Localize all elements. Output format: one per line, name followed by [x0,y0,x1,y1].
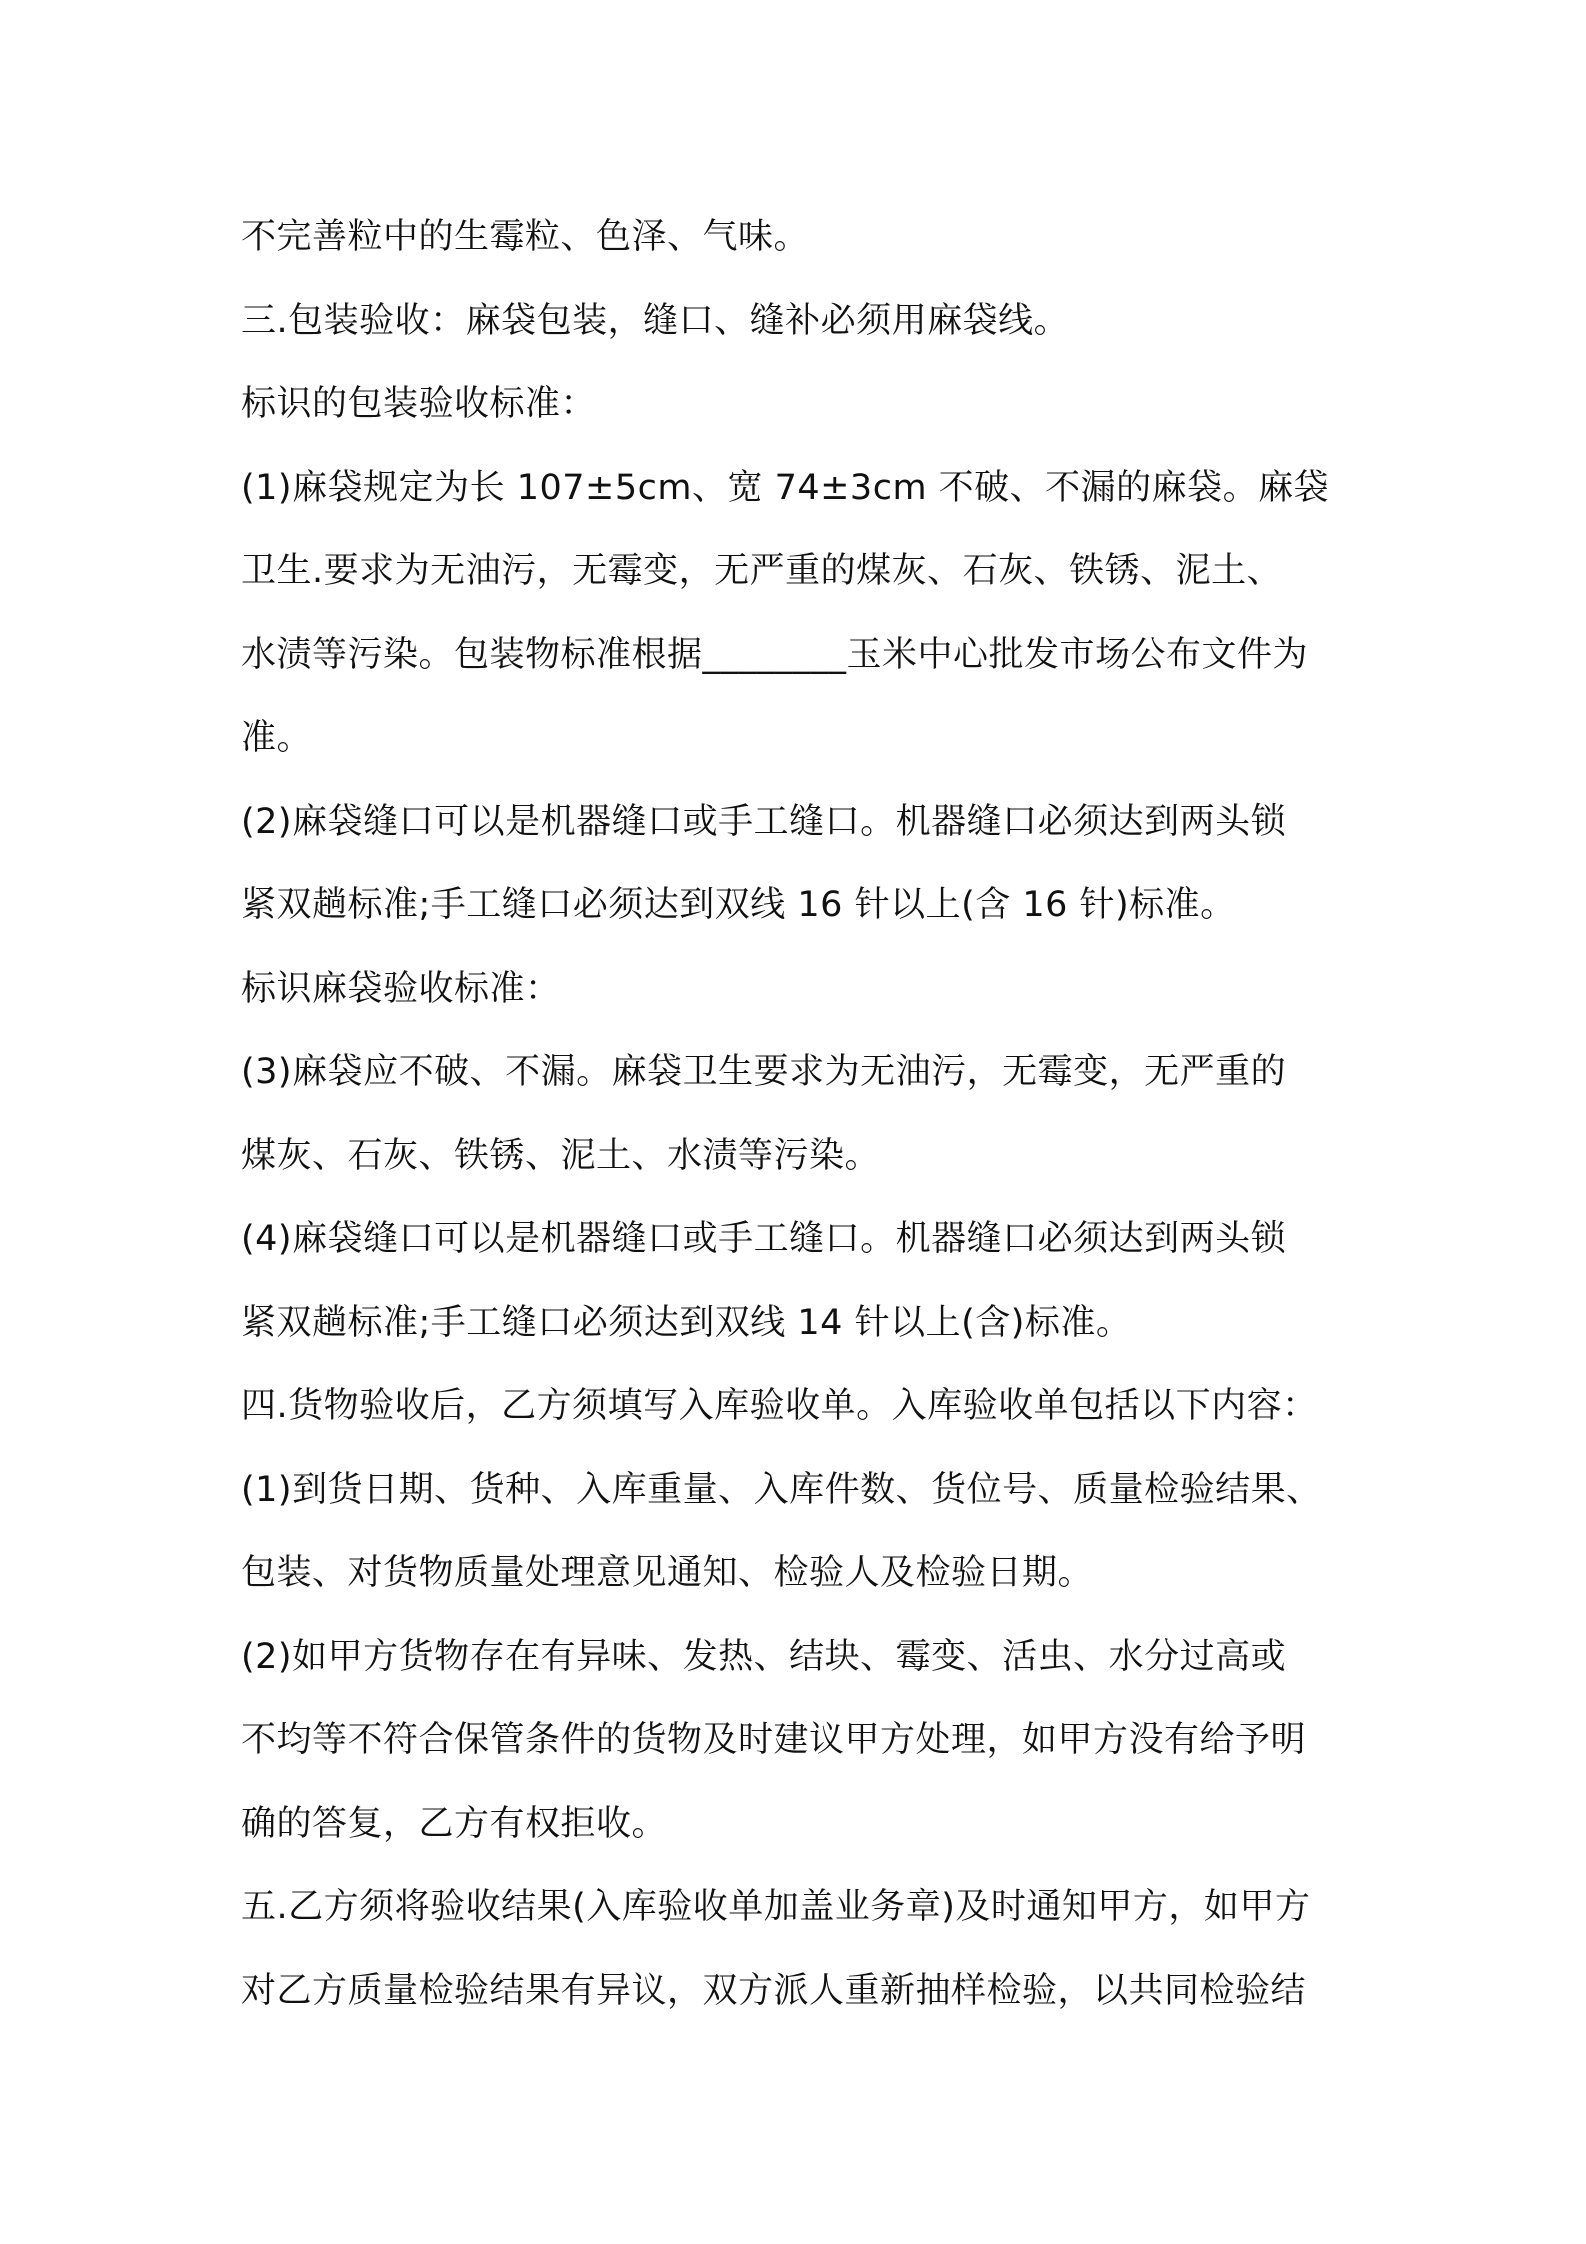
text-line: 准。 [241,718,313,758]
text-line: 紧双趟标准;手工缝口必须达到双线 16 针以上(含 16 针)标准。 [241,885,1236,925]
text-line: 不均等不符合保管条件的货物及时建议甲方处理，如甲方没有给予明 [241,1720,1307,1760]
text-line: 卫生.要求为无油污，无霉变，无严重的煤灰、石灰、铁锈、泥土、 [241,551,1283,591]
text-line: 包装、对货物质量处理意见通知、检验人及检验日期。 [241,1553,1094,1593]
text-line: 煤灰、石灰、铁锈、泥土、水渍等污染。 [241,1135,881,1176]
text-line: 标识的包装验收标准： [241,384,597,424]
text-line: 标识麻袋验收标准： [241,968,561,1009]
text-line: (1)麻袋规定为长 107±5cm、宽 74±3cm 不破、不漏的麻袋。麻袋 [241,467,1330,508]
text-line: 对乙方质量检验结果有异议，双方派人重新抽样检验，以共同检验结 [241,1970,1307,2011]
text-line: 紧双趟标准;手工缝口必须达到双线 14 针以上(含)标准。 [241,1302,1132,1343]
text-line: (2)麻袋缝口可以是机器缝口或手工缝口。机器缝口必须达到两头锁 [241,801,1287,842]
text-line: (3)麻袋应不破、不漏。麻袋卫生要求为无油污，无霉变，无严重的 [241,1052,1287,1092]
text-line: (1)到货日期、货种、入库重量、入库件数、货位号、质量检验结果、 [241,1469,1322,1510]
text-line: 水渍等污染。包装物标准根据________玉米中心批发市场公布文件为 [241,634,1309,675]
text-line: (2)如甲方货物存在有异味、发热、结块、霉变、活虫、水分过高或 [241,1636,1287,1677]
section-heading-notification: 五.乙方须将验收结果(入库验收单加盖业务章)及时通知甲方，如甲方 [241,1887,1311,1927]
document-body [241,196,1361,2033]
text-line: (4)麻袋缝口可以是机器缝口或手工缝口。机器缝口必须达到两头锁 [241,1219,1287,1259]
section-heading-acceptance: 四.货物验收后，乙方须填写入库验收单。入库验收单包括以下内容： [241,1386,1318,1426]
text-line: 确的答复，乙方有权拒收。 [241,1803,668,1844]
section-heading-packaging: 三.包装验收：麻袋包装，缝口、缝补必须用麻袋线。 [241,300,1070,341]
text-line: 不完善粒中的生霉粒、色泽、气味。 [241,217,810,257]
